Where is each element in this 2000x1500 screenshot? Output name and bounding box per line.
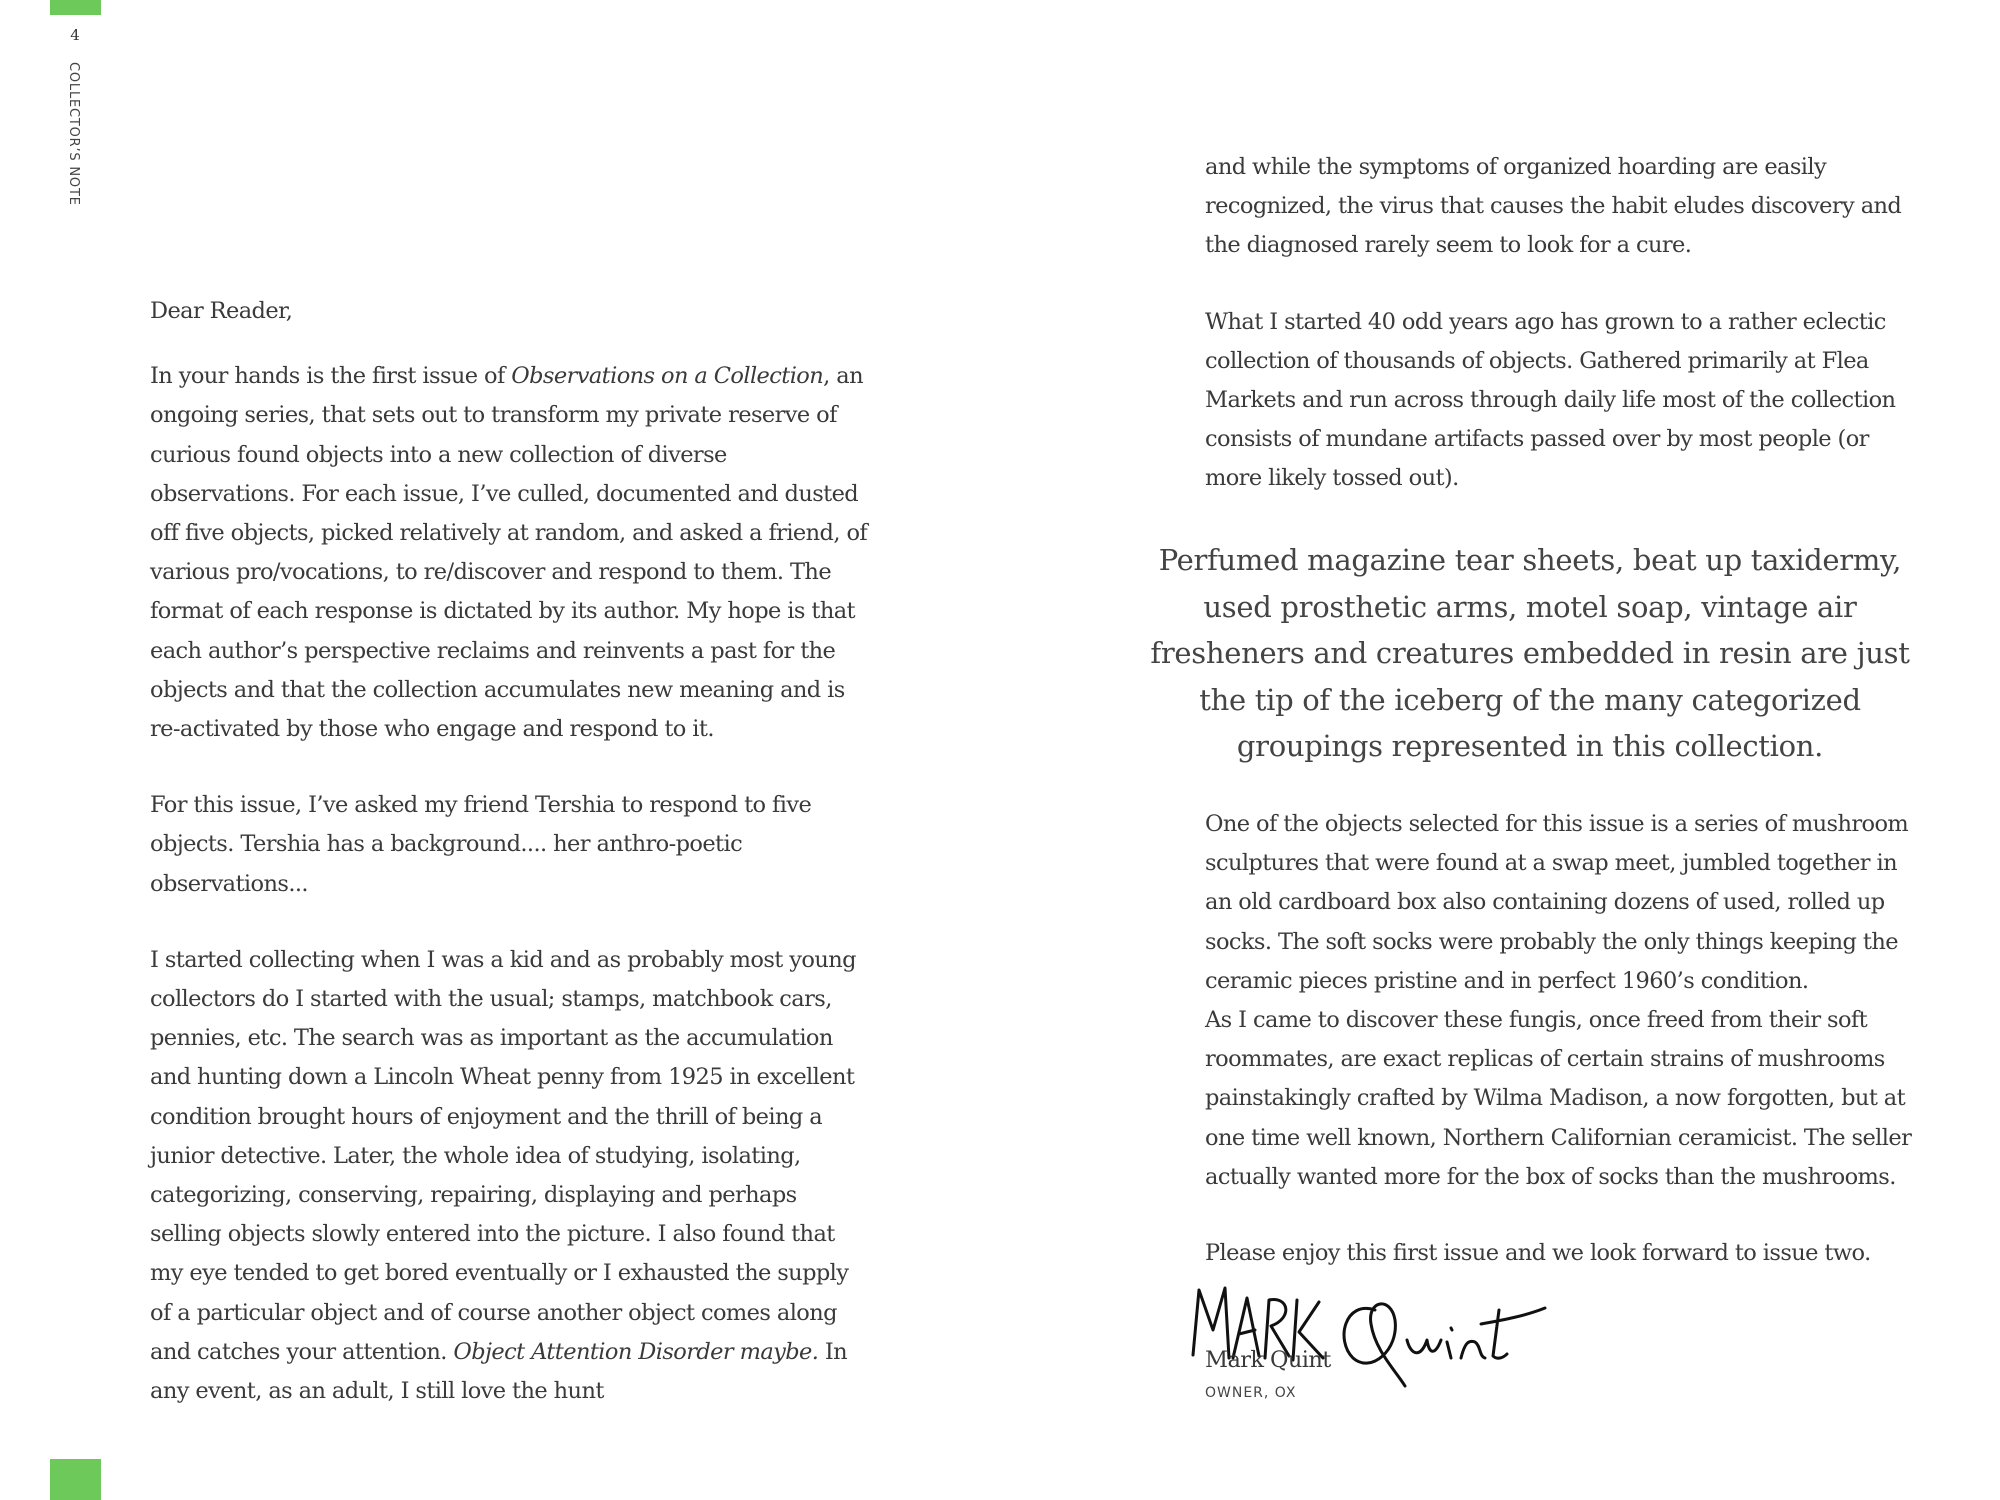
collection-paragraph: What I started 40 odd years ago has grown to a rather eclectic collection of thousands of objects. Gathered primarily at Flea Markets and run across through daily life most of the collection consists of mundane artifacts passed over by most people (or more likely tossed out). [1205,308,1896,492]
signer-name: Mark Quint [1205,1347,1331,1373]
continued-paragraph: and while the symptoms of organized hoarding are easily recognized, the virus that causes the habit eludes discovery and the diagnosed rarely seem to look for a cure. [1205,154,1902,259]
closing-line: Please enjoy this first issue and we look forward to issue two. [1205,1240,1871,1267]
intro-paragraph: In your hands is the first issue of Observations on a Collection, an ongoing series, that sets out to transform my private reserve of curious found objects into a new collection of diverse observations. For each issue, I’ve culled, documented and dusted off five objects, picked relatively at random, and asked a friend, of various pro/vocations, to re/discover and respond to them. The format of each response is dictated by its author. My hope is that each author’s perspective reclaims and reinvents a past for the objects and that the collection accumulates new meaning and is re-activated by those who engage and respond to it. [150,363,868,743]
green-accent-bottom [50,1459,101,1500]
right-column-bottom [1205,805,1925,1273]
right-column-top [1205,148,1925,499]
publication-title: Observations on a Collection [511,363,824,390]
salutation: Dear Reader, [150,298,293,324]
disorder-phrase: Object Attention Disorder maybe. [453,1338,819,1365]
pull-quote: Perfumed magazine tear sheets, beat up taxidermy, used prosthetic arms, motel soap, vintage air fresheners and creatures embedded in resin are just the tip of the iceberg of the many categorized groupings represented in this collection. [1150,543,1910,763]
section-label: COLLECTOR’S NOTE [66,62,81,206]
tershia-paragraph: For this issue, I’ve asked my friend Tershia to respond to five objects. Tershia has a background.... her anthro-poetic observations... [150,792,812,897]
signer-title: OWNER, OX [1205,1385,1297,1401]
handwritten-signature [1185,1270,1565,1400]
collecting-paragraph: I started collecting when I was a kid and as probably most young collectors do I started with the usual; stamps, matchbook cars, pennies, etc. The search was as important as the accumulation and hunting down a Lincoln Wheat penny from 1925 in excellent condition brought hours of enjoyment and the thrill of being a junior detective. Later, the whole idea of studying, isolating, categorizing, conserving, repairing, displaying and perhaps selling objects slowly entered into the picture. I also found that my eye tended to get bored eventually or I exhausted the supply of a particular object and of course another object comes along and catches your attention. Object Attention Disorder maybe. In any event, as an adult, I still love the hunt [150,946,856,1405]
mushroom-paragraph: One of the objects selected for this issue is a series of mushroom sculptures that were found at a swap meet, jumbled together in an old cardboard box also containing dozens of used, rolled up socks. The soft socks were probably the only things keeping the ceramic pieces pristine and in perfect 1960’s condition. [1205,811,1909,994]
left-column [150,292,870,1411]
green-accent-top [50,0,101,15]
page-number: 4 [70,26,80,44]
fungi-paragraph: As I came to discover these fungis, once freed from their soft roommates, are exact replicas of certain strains of mushrooms painstakingly crafted by Wilma Madison, a now forgotten, but at one time well known, Northern Californian ceramicist. The seller actually wanted more for the box of socks than the mushrooms. [1205,1007,1912,1190]
